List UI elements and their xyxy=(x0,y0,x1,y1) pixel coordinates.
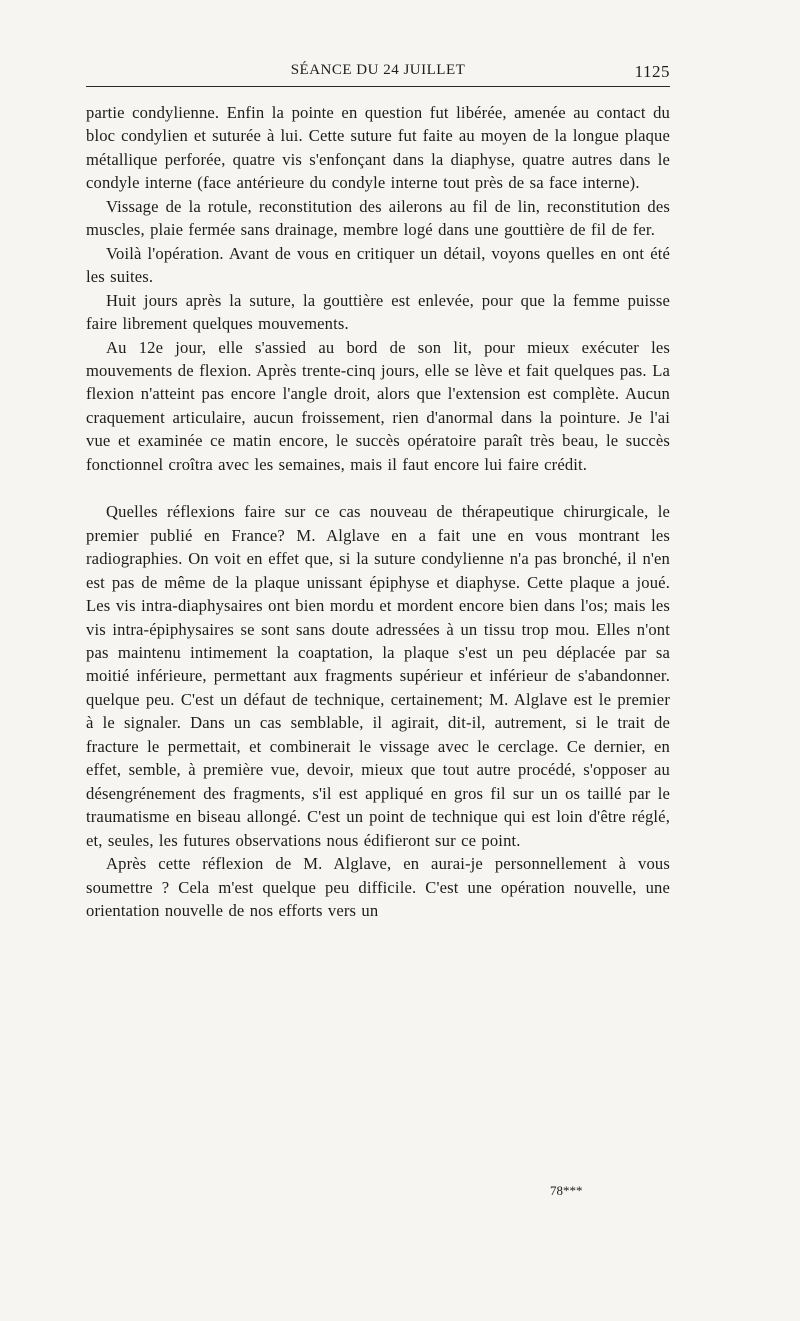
page-number: 1125 xyxy=(634,62,670,81)
paragraph: partie condylienne. Enfin la pointe en question fut libérée, amenée au contact du bloc condylien et suturée à lui. Cette suture fut faite au moyen de la longue plaque métallique perforée, quatre vis s'enfonçant dans la diaphyse, quatre autres dans le condyle interne (face antérieure du condyle interne tout près de sa face interne). xyxy=(86,103,670,193)
section-gap xyxy=(86,476,670,500)
paragraph: Quelles réflexions faire sur ce cas nouveau de thérapeutique chirurgicale, le premier publié en France? M. Alglave en a fait une en vous montrant les radiographies. On voit en effet que, si la suture condylienne n'a pas bronché, il n'en est pas de même de la plaque unissant épiphyse et diaphyse. Cette plaque a joué. Les vis intra-diaphysaires ont bien mordu et mordent encore bien dans l'os; mais les vis intra-épiphysaires se sont sans doute adressées à un tissu trop mou. Elles n'ont pas maintenu intimement la coaptation, la plaque s'est un peu déplacée par sa moitié inférieure, permettant aux fragments supérieur et inférieur de s'abandonner. quelque peu. C'est un défaut de technique, certainement; M. Alglave est le premier à le signaler. Dans un cas semblable, il agirait, dit-il, autrement, si le trait de fracture le permettait, et combinerait le vissage avec le cerclage. Ce dernier, en effet, semble, à première vue, devoir, mieux que tout autre procédé, s'opposer au désengrénement des fragments, s'il est appliqué en gros fil sur un os taillé par le traumatisme en biseau allongé. C'est un point de technique qui est loin d'être réglé, et, seules, les futures observations nous édifieront sur ce point. xyxy=(86,502,670,850)
paragraph: Vissage de la rotule, reconstitution des ailerons au fil de lin, reconstitution des muscles, plaie fermée sans drainage, membre logé dans une gouttière de fil de fer. xyxy=(86,196,670,240)
paragraph: Au 12e jour, elle s'assied au bord de son lit, pour mieux exécuter les mouvements de flexion. Après trente-cinq jours, elle se lève et fait quelques pas. La flexion n'atteint pas encore l'angle droit, alors que l'extension est complète. Aucun craquement articulaire, aucun froissement, rien d'anormal dans la pointure. Je l'ai vue et examinée ce matin encore, le succès opératoire paraît très beau, le succès fonctionnel croîtra avec les semaines, mais il faut encore lui faire crédit. xyxy=(86,337,670,474)
paragraph: Voilà l'opération. Avant de vous en critiquer un détail, voyons quelles en ont été les suites. xyxy=(86,243,670,287)
paragraph: Huit jours après la suture, la gouttière est enlevée, pour que la femme puisse faire librement quelques mouvements. xyxy=(86,290,670,334)
running-title: SÉANCE DU 24 JUILLET xyxy=(290,62,466,78)
running-header xyxy=(86,52,670,86)
paragraph: Après cette réflexion de M. Alglave, en aurai-je personnellement à vous soumettre ? Cela m'est quelque peu difficile. C'est une opération nouvelle, une orientation nouvelle de nos efforts vers un xyxy=(86,854,670,920)
header-rule xyxy=(86,86,670,87)
signature-mark: 78*** xyxy=(550,1183,583,1198)
page xyxy=(86,52,670,922)
